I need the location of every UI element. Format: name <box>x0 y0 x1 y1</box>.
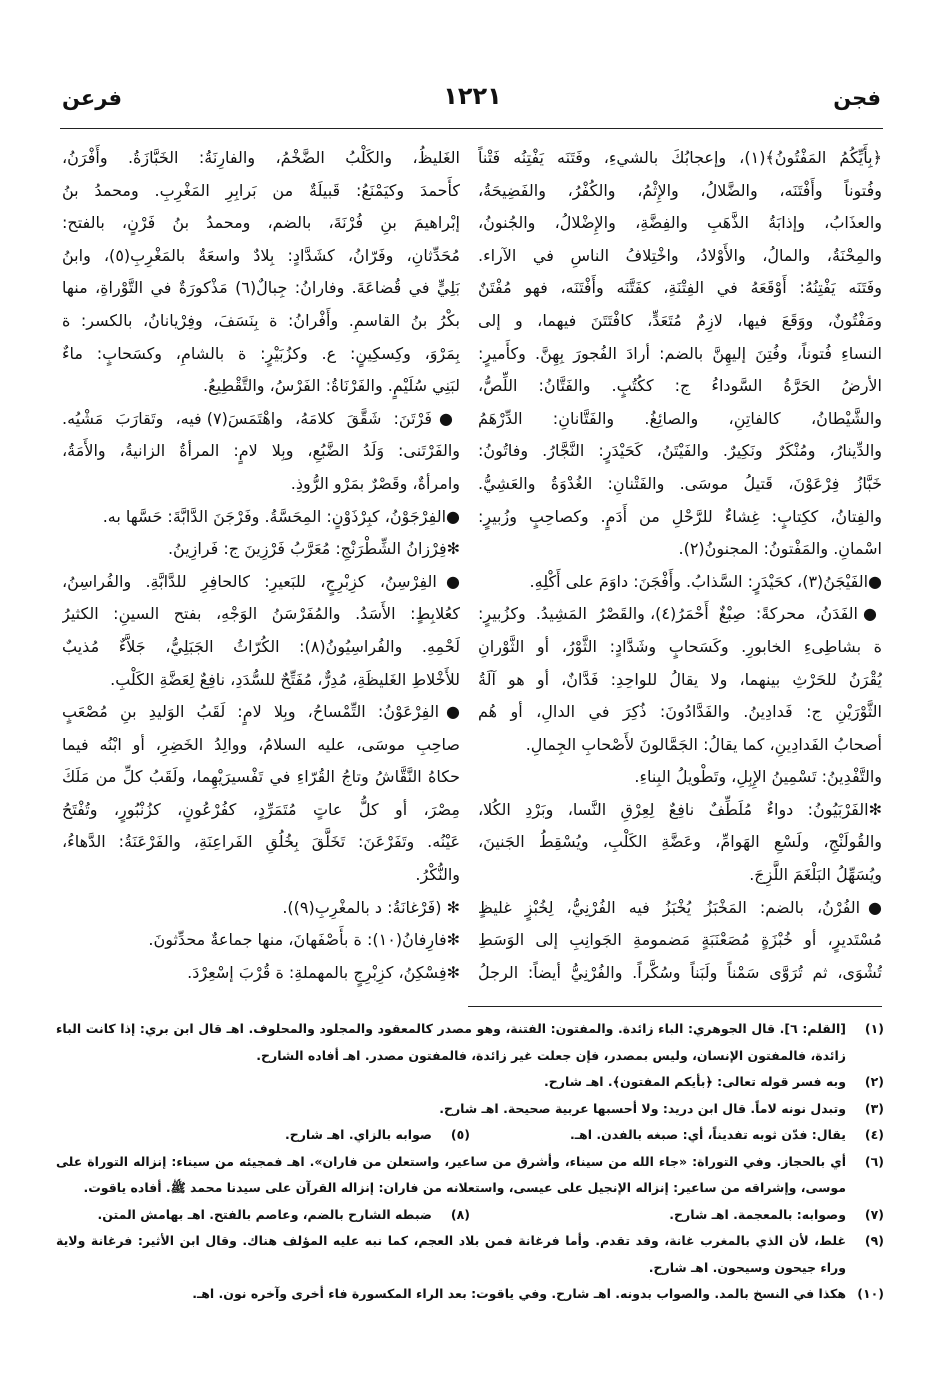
text-line: الأرضُ الحَرَّةُ السَّوداءُ ج: ككُتُبٍ. والفَتَّانُ: اللِّصُّ، <box>478 376 882 396</box>
text-line: الغَليظُ، والكَلْبُ الضَّخْمُ، والفارِنَةُ: الخَبَّازَةُ. وأَفْرَنُ، <box>62 148 460 167</box>
left-text-column <box>62 142 460 989</box>
text-line: ●فَرْتَنَ: شَقَّقَ كلامَهُ، واهْتَمَسَ(٧) فيه، وتَقارَبَ مَشْيُه. <box>62 408 460 428</box>
footnote-text: غلط، لأن الذي بالمغرب غانة، وقد تقدم. وأما فرغانة فمن بلاد العجم، كما نبه عليه المؤلف هناك. وقال ابن الأثير: فرغانة ولاية وراء جيحون وسيحون. اهـ شارح. <box>56 1233 846 1275</box>
text-line: ✻الفَرْبَيُونُ: دواءٌ مُلَطِّفٌ نافِعٌ لِعِرْقِ النَّسا، وبَرْدِ الكُلا، <box>478 799 882 819</box>
footnote <box>56 1281 884 1308</box>
dictionary-entry <box>478 794 882 892</box>
text-line: ويُسَهِّلُ البَلْغَمَ اللَّزِجَ. <box>749 865 882 885</box>
text-line: لَحْمِهِ. والفُراسِيُونُ(٨): الكُرّاثُ الجَبَلِيُّ، جَلاَّءٌ مُذيبٌ <box>62 636 460 656</box>
running-head-right: فجن <box>833 86 881 110</box>
footnote-text: ضبطه الشارح بالضم، وعاصم بالفتح. اهـ بهامش المتن. <box>97 1206 432 1222</box>
right-text-column <box>478 142 882 989</box>
text-line: والعذَابُ، وإذابَةُ الذَّهَبِ والفِضَّةِ، والإِضْلالُ، والجُنونُ، <box>478 213 882 233</box>
text-line: ●الفَدَنُ، محركةً: صِبْغٌ أَحْمَرُ(٤)، والقَصْرُ المَشِيدُ. وكزُبيرٍ: <box>478 604 882 624</box>
text-line: ✻فِرْزانُ الشِّطْرَنْجِ: مُعَرَّبُ فَرْزِينَ ج: فَرازِينُ. <box>167 539 460 559</box>
footnote-number: (٤) <box>864 1127 884 1142</box>
text-line: يُقْرَنُ للحَرْثِ بينهما، ولا يقالُ للواحِدِ: فَدَّانٌ، أو هو آلَةُ <box>478 669 882 689</box>
footnote-row <box>56 1122 884 1149</box>
text-line: والفَرْتَنى: وَلَدُ الضَّبُعِ، وبِلا لامٍ: المرأةُ الزانيةُ، والأَمَةُ، <box>62 441 460 461</box>
text-line: بكْرُ بنُ القاسمِ. وأَفْرانُ: ة بِنَسَفَ، وفِرْيانانُ، بالكسر: ة <box>62 310 460 330</box>
page-number: ١٢٢١ <box>443 82 502 110</box>
dictionary-entry <box>62 924 460 957</box>
footnote-row <box>56 1281 884 1308</box>
text-line: مُحَدِّثانِ، وفَرّانُ، كشَدَّادٍ: بِلادٌ واسعَةٌ بالمَغْرِبِ(٥)، وابنُ <box>62 245 460 265</box>
footnote-number: (١٠) <box>857 1286 884 1301</box>
text-line: مِصْرَ، أو كلُّ عاتٍ مُتَمَرِّدٍ، كفُرْعُونٍ، كزُنْبُورٍ، وتُفْتَحُ <box>62 799 460 819</box>
text-line: والشَّيْطانُ، كالفاتِنِ، والصائِغُ. والفَتَّانانِ: الدِّرْهَمُ <box>478 408 882 428</box>
text-line: صاحِبِ موسَى، عليه السلامُ، ووالِدُ الخَضِرِ، أو ابْنُه فيما <box>62 734 460 754</box>
dictionary-entry <box>478 566 882 599</box>
footnote-number: (٦) <box>864 1153 884 1169</box>
footnote-text: أي بالحجاز. وفي التوراة: «جاء الله من سيناء، وأشرق من ساعير، واستعلن من فاران». اهـ فمجيئه من سيناء: إنزاله التوراة على موسى، وإشراقه من ساعير: إنزاله الإنجيل على عيسى، واستعلانه من فاران: إنزاله القرآن على سيدنا محمد ﷺ. أفاده ياقوت. <box>56 1153 846 1195</box>
footnote <box>56 1096 884 1123</box>
header-rule <box>60 128 883 129</box>
text-line: عَيْنُه. وتَفَرْعَنَ: تَخَلَّقَ بِخُلُقِ الفَراعِنَةِ، والفَرْعَنَةُ: الدَّهاءُ، <box>62 832 460 852</box>
footnote-number: (٥) <box>450 1127 470 1142</box>
footnote-number: (٨) <box>450 1206 470 1222</box>
text-line: ﴿بِأَيِّكُمُ المَفْتُونُ﴾(١)، وإعجابُكَ بالشيءِ، وفَتَنَه يَفْتِنُه فَتْناً <box>478 148 882 167</box>
footnote-text: وبه فسر قوله تعالى: ﴿بأيكم المفتون﴾. اهـ شارح. <box>544 1074 846 1089</box>
dictionary-entry <box>478 142 882 566</box>
dictionary-entry <box>478 892 882 990</box>
dictionary-entry <box>62 533 460 566</box>
text-line: ومَفْتُونٌ، ووَقَعَ فيها، لازِمٌ مُتَعَدٍّ، كافْتَتَنَ فيهما، و إلى <box>478 310 882 330</box>
dictionary-entry <box>62 892 460 925</box>
text-line: ✻فِسْكِنُ، كزِبْرِجٍ بالمهملةِ: ة قُرْبَ إسْعِرْدَ. <box>187 962 460 982</box>
text-line: وفُتوناً وأَفْتَنَه، والضَّلالُ، والإِثْمُ، والكُفْرُ، والفَضِيحَةُ، <box>478 180 882 200</box>
dictionary-entry <box>62 142 460 403</box>
text-line: للأَخْلاطِ الغَليظَةِ، مُدِرٌّ، مُفَتِّحٌ للسُّدَدِ، نافِعٌ لِعَضَّةِ الكَلْبِ. <box>110 669 460 689</box>
text-line: الثَّوْرَيْنِ ج: فَدادِينُ. والفَدَّادُونَ: ذُكِرَ في الدالِ، أو هُم <box>478 702 882 722</box>
footnote-rule <box>468 1006 882 1007</box>
text-line: كأَحمدَ وكيَمْنَعُ: قَبيلَةٌ من بَرابِرِ المَغْرِبِ. ومحمدُ بنُ <box>62 180 460 200</box>
text-line: ✻فارِفانُ(١٠): ة بأَصْفَهانَ، منها جماعةٌ محدِّثونَ. <box>148 930 460 950</box>
text-line: والنُّكْرُ. <box>415 865 460 885</box>
footnotes <box>56 1016 884 1308</box>
dictionary-entry <box>62 403 460 501</box>
footnote-text: وصوابه: بالمعجمة. اهـ شارح. <box>669 1206 846 1222</box>
footnote-text: وتبدل نونه لاماً. قال ابن دريد: ولا أحسبها عربية صحيحة. اهـ شارح. <box>439 1100 846 1116</box>
running-head-left: فرعن <box>62 86 123 110</box>
text-line: والتَّفْدِينُ: تَسْمِينُ الإِبِلِ، وتَطْويلُ البِناءِ. <box>634 767 882 787</box>
footnote <box>56 1149 884 1202</box>
text-line: ة بشاطِىءِ الخابورِ. وكَسَحابٍ وشَدَّادٍ: الثَّوْرُ، أو الثَّوْرانِ <box>478 636 882 656</box>
text-line: وفَتَنَه يَفْتِنُهُ: أَوْقَعَهُ في الفِتْنَةِ، كفَتَّنَه وأَفْتَنَه، فهو مُفْتَنٌ <box>478 278 882 298</box>
footnote-number: (٣) <box>864 1100 884 1116</box>
text-line: والدِّينارُ، ومُنْكَرٌ ونَكِيرٌ. والفَيْتَنُ، كَحَيْدَرٍ: النَّجَّارُ. وفاتُونُ: <box>478 441 882 461</box>
footnote <box>56 1202 470 1229</box>
text-line: ●الفِرْعَوْنُ: التِّمْساحُ، وبِلا لامٍ: لَقَبُ الوَليدِ بنِ مُصْعَبٍ <box>62 702 460 722</box>
footnote-row <box>56 1228 884 1281</box>
footnote-row <box>56 1149 884 1202</box>
footnote-text: [القلم: ٦]. قال الجوهري: الباء زائدة. والمفتون: الفتنة، وهو مصدر كالمعقود والمجلود والمحلوف. اهـ قال ابن بري: إذا كانت الباء زائدة، فالمفتون الإنسان، وليس بمصدر، فإن جعلت غير زائدة، فالمفتون مصدر. اهـ أفاده الشارح. <box>56 1021 846 1063</box>
text-line: والقُولَنْجِ، ولَسْعِ الهَوامِّ، وعَضَّةِ الكَلْبِ، ويُسْقِطُ الجَنينَ، <box>478 832 882 852</box>
text-line: ●الفِرْسِنُ، كزِبْرِجٍ، للبَعيرِ: كالحافِرِ للدَّابَّةِ. والفُراسِنُ، <box>62 571 460 591</box>
text-line: بَلِيٍّ في قُضاعَةَ. وفارانُ: جِبالٌ(٦) مَذْكورَةٌ في التَّوْراةِ، منها <box>62 278 460 298</box>
footnote <box>56 1228 884 1281</box>
dictionary-entry <box>62 696 460 892</box>
dictionary-entry <box>62 566 460 696</box>
text-line: والمِحْنَةُ، والمالُ، والأَوْلادُ، واخْتِلافُ الناسِ في الآراء. <box>478 245 882 265</box>
text-line: تُشْوَى، ثم تُرَوَّى سَمْناً ولَبَناً وسُكَّراً. والفُرْنِيُّ أيضاً: الرجلُ <box>478 962 882 982</box>
footnote-row <box>56 1202 884 1229</box>
text-line: ●الفَيْجَنُ(٣)، كحَيْدَرٍ: السَّذابُ. وأَفْجَنَ: داوَمَ على أَكْلِهِ. <box>529 571 882 591</box>
dictionary-entry <box>478 598 882 761</box>
text-line: مُسْتَديرٍ، أو خُبْزَةٍ مُصَعْنَبَةٍ مَضمومةِ الجَوانِبِ إلى الوَسَطِ <box>478 930 882 950</box>
text-line: وامرأةٌ، وقَصْرٌ بمَرْو الرُّوذِ. <box>290 473 460 493</box>
footnote-text: هكذا في النسخ بالمد. والصواب بدونه. اهـ شارح. وفي ياقوت: بعد الراء المكسورة فاء أخرى وآخره نون. اهـ. <box>192 1286 846 1301</box>
footnote-text: صوابه بالزاي. اهـ شارح. <box>284 1127 432 1142</box>
text-line: والفِتانُ، ككِتابٍ: غِشاءٌ للرَّحْلِ من أَدَمٍ. وكصاحِبٍ وزُبيرٍ: <box>478 506 882 526</box>
text-line: إبْراهيمَ بنِ فُرْنَةَ، بالضم، ومحمدُ بنُ فَرْنٍ، بالفتح: <box>62 213 460 233</box>
footnote-row <box>56 1016 884 1069</box>
dictionary-entry <box>62 501 460 534</box>
text-line: حكاهُ النَّقَّاشُ وتاجُ القُرّاءِ في تَفْسيرَيْهِما، ولَقَبُ كلِّ من مَلَكَ <box>62 767 460 787</box>
text-line: خَبَّازُ فِرْعَوْنَ، قَتيلُ موسَى. والفَتْنانِ: الغُدْوَةُ والعَشِيُّ. <box>478 473 882 493</box>
footnote <box>470 1122 884 1149</box>
footnote <box>470 1202 884 1229</box>
footnote <box>56 1069 884 1096</box>
footnote-row <box>56 1096 884 1123</box>
text-line: كعُلابِطٍ: الأَسَدُ. والمُفَرْسَنُ الوَجْهِ، بفتح السينِ: الكثيرُ <box>62 604 460 624</box>
footnote-number: (٢) <box>864 1074 884 1089</box>
footnote <box>56 1016 884 1069</box>
dictionary-entry <box>478 761 882 794</box>
text-line: اسْمانِ. والمَفْتونُ: المجنونُ(٢). <box>678 539 882 559</box>
text-line: ●الفِرْجَوْنُ، كبِرْذَوْنٍ: المِحَسَّةُ. وفَرْجَنَ الدَّابَّةَ: حَسَّها به. <box>102 506 460 526</box>
footnote-number: (٧) <box>864 1206 884 1222</box>
text-line: ●الفُرْنُ، بالضم: المَخْبَزُ يُخْبَزُ فيه الفُرْنِيُّ، لِخُبْزٍ غليظٍ <box>478 897 882 917</box>
text-line: أصحابُ الفَدادِينِ، كما يقالُ: الجَمَّالونَ لأَصْحابِ الجِمالِ. <box>525 734 882 754</box>
footnote-number: (١) <box>864 1021 884 1036</box>
footnote-number: (٩) <box>864 1233 884 1248</box>
footnote <box>56 1122 470 1149</box>
text-line: لبَنِي سُلَيْمٍ. والفَرْنَاةُ: الفَرْسُ، والتَّقْطِيعُ. <box>202 376 460 396</box>
footnote-text: يقال: فدّن ثوبه تفديناً، أي: صبغه بالفدن. اهـ. <box>570 1127 846 1142</box>
text-line: النساءِ فُتوناً، وفُتِنَ إليهِنَّ بالضم: أرادَ الفُجورَ بِهِنَّ. وكأَميرٍ: <box>478 343 882 363</box>
dictionary-entry <box>62 957 460 990</box>
text-line: ✻ (فَرْغانَةُ: د بالمغْرِبِ(٩)). <box>282 897 460 917</box>
text-line: بِمَرْوَ، وكِسكِينٍ: ع. وكزُبَيْرٍ: ة بالشامِ، وكسَحابٍ: ماءٌ <box>62 343 460 363</box>
footnote-row <box>56 1069 884 1096</box>
